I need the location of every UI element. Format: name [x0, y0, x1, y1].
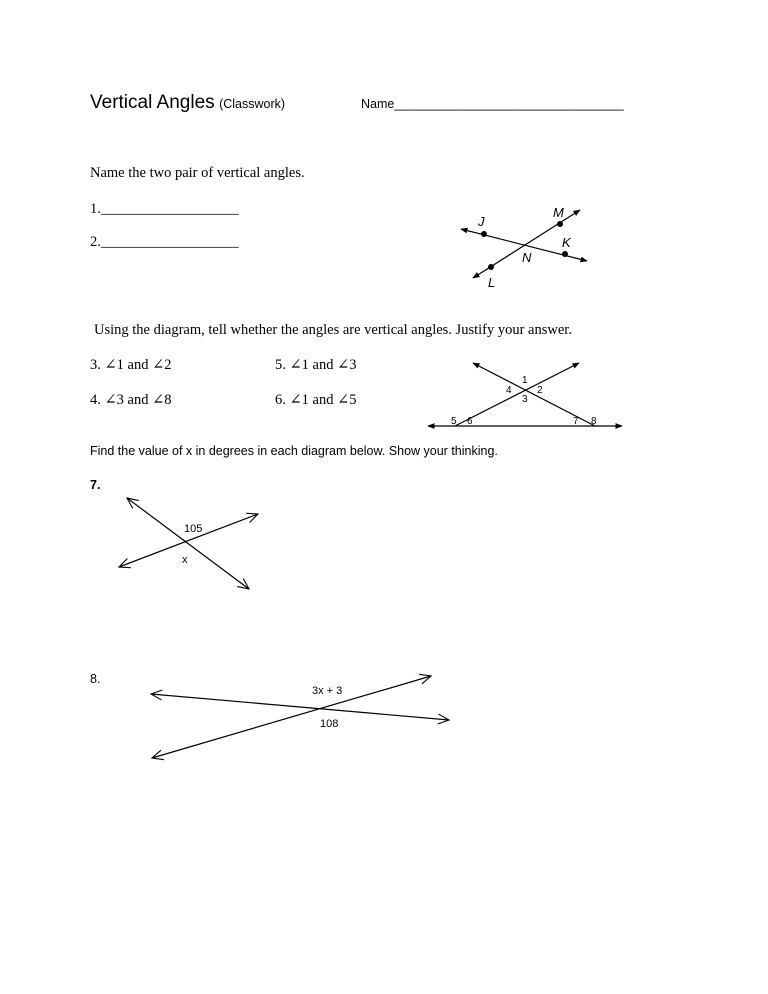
q7-angle-105: 105: [184, 523, 203, 535]
question-7-label: 7.: [90, 478, 101, 492]
question-5: 5. ∠1 and ∠3: [275, 357, 357, 373]
label-n: N: [522, 250, 532, 265]
question-8-label: 8.: [90, 672, 101, 686]
subtitle-text: (Classwork): [219, 97, 286, 111]
q8-angle-bottom: 108: [320, 718, 339, 730]
label-k: K: [562, 235, 571, 250]
angle-label-3: 3: [522, 394, 528, 405]
label-l: L: [488, 275, 496, 290]
q8-angle-top: 3x + 3: [312, 685, 343, 697]
angle-label-6: 6: [467, 416, 473, 427]
question-4: 4. ∠3 and ∠8: [90, 392, 172, 408]
angle-label-4: 4: [506, 385, 512, 396]
question-6: 6. ∠1 and ∠5: [275, 392, 357, 408]
q7-angle-x: x: [182, 554, 188, 566]
angle-label-2: 2: [537, 385, 543, 396]
label-j: J: [478, 214, 485, 229]
section1-instruction: Name the two pair of vertical angles.: [90, 165, 305, 181]
section2-instruction: Using the diagram, tell whether the angles are vertical angles. Justify your answer.: [94, 322, 572, 338]
angle-label-8: 8: [591, 416, 597, 427]
answer-line-1[interactable]: 1.___________________: [90, 201, 239, 217]
name-label: Name: [361, 97, 395, 111]
angle-label-1: 1: [522, 375, 528, 386]
question-3: 3. ∠1 and ∠2: [90, 357, 172, 373]
title-text: Vertical Angles: [90, 92, 215, 113]
label-m: M: [553, 205, 564, 220]
name-blank: _________________________________: [394, 97, 624, 111]
answer-line-2[interactable]: 2.___________________: [90, 234, 239, 250]
q8-line-a: [151, 694, 449, 720]
q8-line-b: [152, 676, 431, 758]
angle-label-5: 5: [451, 416, 457, 427]
angle-label-7: 7: [573, 416, 579, 427]
section3-instruction: Find the value of x in degrees in each diagram below. Show your thinking.: [90, 444, 498, 458]
